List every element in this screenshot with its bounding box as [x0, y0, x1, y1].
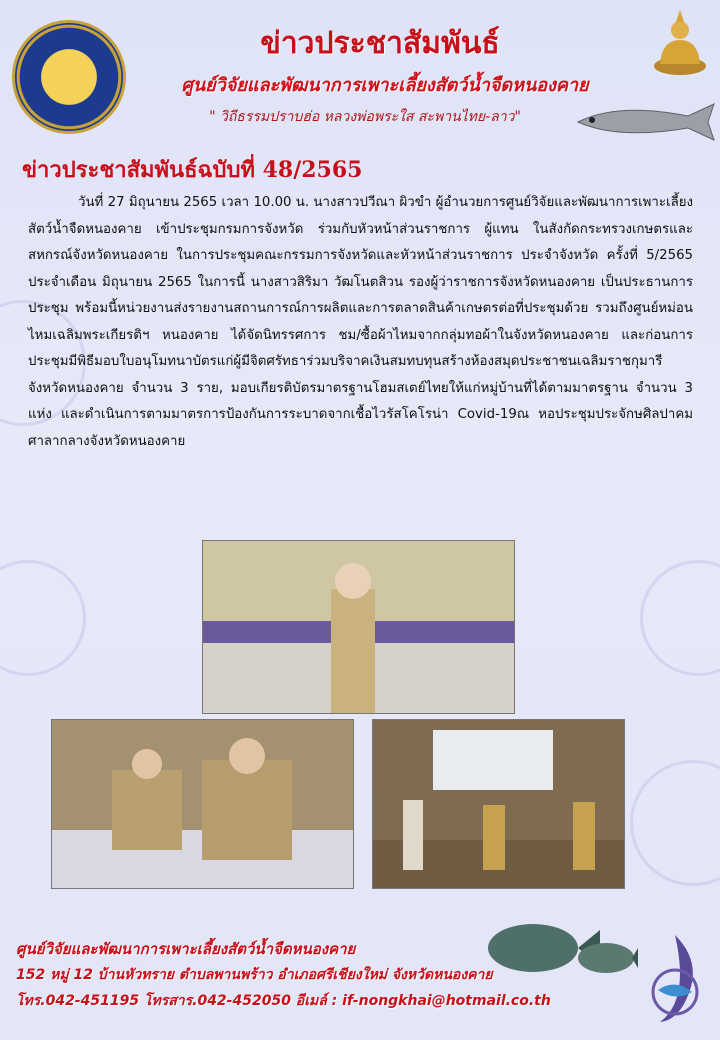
tilapia-fish-image: [478, 908, 638, 988]
page-title: ข่าวประชาสัมพันธ์: [260, 26, 500, 61]
department-seal-logo: [12, 20, 126, 134]
header: [0, 0, 720, 145]
background-swirl: [0, 560, 86, 676]
organization-name: ศูนย์วิจัยและพัฒนาการเพาะเลี้ยงสัตว์น้ำจืดหนองคาย: [181, 75, 589, 96]
photo-director-standing: [202, 540, 515, 714]
background-swirl: [640, 560, 720, 676]
buddha-statue-image: [650, 6, 710, 76]
background-swirl: [630, 760, 720, 886]
bottom-emblem-logo: [640, 930, 710, 1030]
motto: " วิถีธรรมปราบฮ่อ หลวงพ่อพระใส สะพานไทย-ลาว": [209, 109, 521, 125]
footer-organization-name: ศูนย์วิจัยและพัฒนาการเพาะเลี้ยงสัตว์น้ำจืดหนองคาย: [16, 940, 356, 958]
news-body: วันที่ 27 มิถุนายน 2565 เวลา 10.00 น. นางสาวปวีณา ผิวขำ ผู้อำนวยการศูนย์วิจัยและพัฒนาการเพาะเลี้ยงสัตว์น้ำจืดหนองคาย เข้าประชุมกรมการจังหวัด ร่วมกับหัวหน้าส่วนราชการ ผู้แทน ในสังกัดกระทรวงเกษตรและสหกรณ์จังหวัดหนองคาย ในการประชุมคณะกรรมการจังหวัดและหัวหน้าส่วนราชการ ประจำจังหวัด ครั้งที่ 5/2565 ประจำเดือน มิถุนายน 2565 ในการนี้ นางสาวสิริมา วัฒโนตสิวน รองผู้ว่าราชการจังหวัดหนองคาย เป็นประธานการประชุม พร้อมนี้หน่วยงานส่งรายงานสถานการณ์การผลิตและการตลาดสินค้าเกษตรต่อที่ประชุมด้วย รวมถึงศูนย์หม่อนไหมเฉลิมพระเกียรติฯ หนองคาย ได้จัดนิทรรศการ ชม/ซื้อผ้าไหมจากกลุ่มทอผ้าในจังหวัดหนองคาย และก่อนการประชุมมีพิธีมอบใบอนุโมทนาบัตรแก่ผู้มีจิตศรัทธาร่วมบริจาคเงินสมทบทุนสร้างห้องสมุดประชาชนเฉลิมราชกุมารีจังหวัดหนองคาย จำนวน 3 ราย, มอบเกียรติบัตรมาตรฐานโฮมสเตย์ไทยให้แก่หมู่บ้านที่ได้ตามมาตรฐาน จำนวน 3 แห่ง และดำเนินการตามมาตรการป้องกันการระบาดจากเชื้อไวรัสโคโรน่า Covid-19ณ หอประชุมประจักษศิลปาคม ศาลากลางจังหวัดหนองคาย: [28, 195, 693, 449]
photo-meeting-attendees: [51, 719, 354, 889]
fish-image: [568, 96, 718, 144]
footer-contact: โทร.042-451195 โทรสาร.042-452050 อีเมล์ : if-nongkhai@hotmail.co.th: [16, 993, 551, 1009]
photo-award-ceremony: [372, 719, 625, 889]
issue-title: ข่าวประชาสัมพันธ์ฉบับที่ 48/2565: [22, 157, 363, 183]
footer-address: 152 หมู่ 12 บ้านหัวทราย ตำบลพานพร้าว อำเภอศรีเชียงใหม่ จังหวัดหนองคาย: [16, 967, 493, 983]
